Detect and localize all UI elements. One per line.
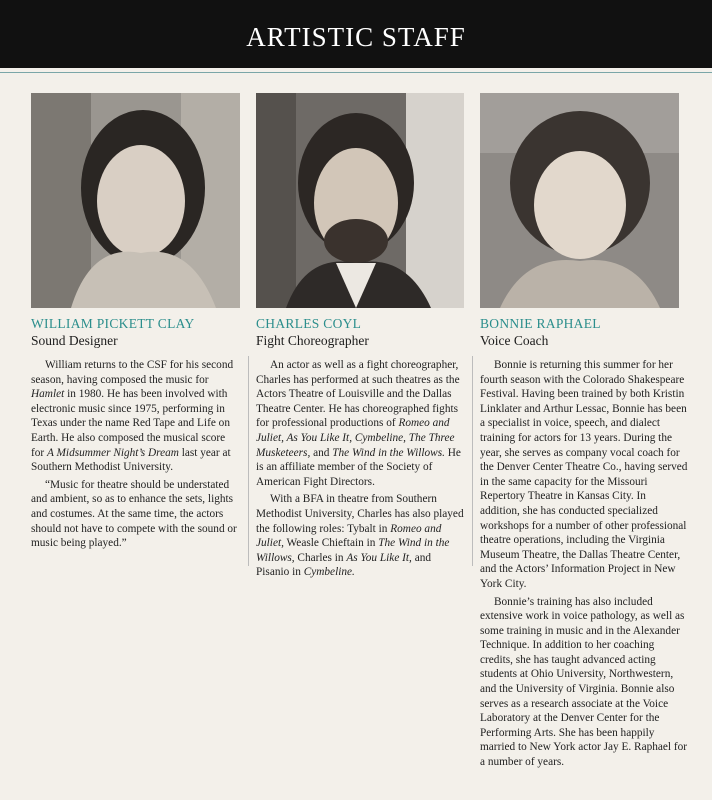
staff-bio [31,358,241,551]
staff-name: CHARLES COYL [256,316,362,331]
photo-bonnie-raphael [480,93,679,308]
staff-role: Fight Choreographer [256,333,369,348]
bio-paragraph: Bonnie is returning this summer for her fourth season with the Colorado Shakespeare Festival. Having been trained by both Kristin Linklater and Arthur Lessac, Bonnie has been a specialist in voice, speech, and dialect training for actors for 13 years. During the year, she serves as company vocal coach for the Denver Center Theatre Co., having served in the same capacity for the Missouri Repertory Theatre in Kansas City. In addition, she has conducted specialized workshops for a number of other professional theatre operations, including the Virginia Museum Theatre, the Dallas Theatre Center, and the Actors’ Information Project in New York City. [480,359,688,590]
photo-charles-coyl [256,93,464,308]
staff-name: BONNIE RAPHAEL [480,316,601,331]
bio-paragraph: “Music for theatre should be understated and ambient, so as to enhance the sets, lights and costumes. At the same time, the actors should not have to compete with the sound or music being played.” [31,478,237,550]
bio-paragraph: William returns to the CSF for his second season, having composed the music for Hamlet in 1980. He has been involved with electronic music since 1975, performing in Texas under the name Red Tape and Life on Earth. He also composed the musical score for A Midsummer Night’s Dream last year at Southern Methodist University. [31,359,234,474]
header-bar [0,0,712,68]
staff-bio [480,358,688,770]
staff-bio [256,358,466,580]
page-title: ARTISTIC STAFF [246,22,466,52]
column-divider [248,356,249,566]
header-rule [0,72,712,73]
staff-role: Voice Coach [480,333,549,348]
bio-paragraph: Bonnie’s training has also included extensive work in voice pathology, as well as some training in music and in the Alexander Technique. In addition to her coaching credits, she has taught advanced acting students at Ohio University, Northwestern, and the University of Virginia. Bonnie also serves as a research associate at the Voice Laboratory at the Denver Center for the Performing Arts. She has been happily married to New York actor Jay E. Raphael for a number of years. [480,595,688,769]
column-divider [472,356,473,566]
staff-role: Sound Designer [31,333,118,348]
photo-william-pickett-clay [31,93,240,308]
bio-paragraph: An actor as well as a fight choreographer, Charles has performed at such theatres as the Actors Theatre of Louisville and the Dallas Theatre Center. He has choreographed fights for professional productions of Romeo and Juliet, As You Like It, Cymbeline, The Three Musketeers, and The Wind in the Willows. He is an affiliate member of the Society of American Fight Directors. [256,359,461,488]
staff-name: WILLIAM PICKETT CLAY [31,316,195,331]
bio-paragraph: With a BFA in theatre from Southern Methodist University, Charles has also played the following roles: Tybalt in Romeo and Juliet, Weasle Chieftain in The Wind in the Willows, Charles in As You Like It, and Pisanio in Cymbeline. [256,493,464,579]
